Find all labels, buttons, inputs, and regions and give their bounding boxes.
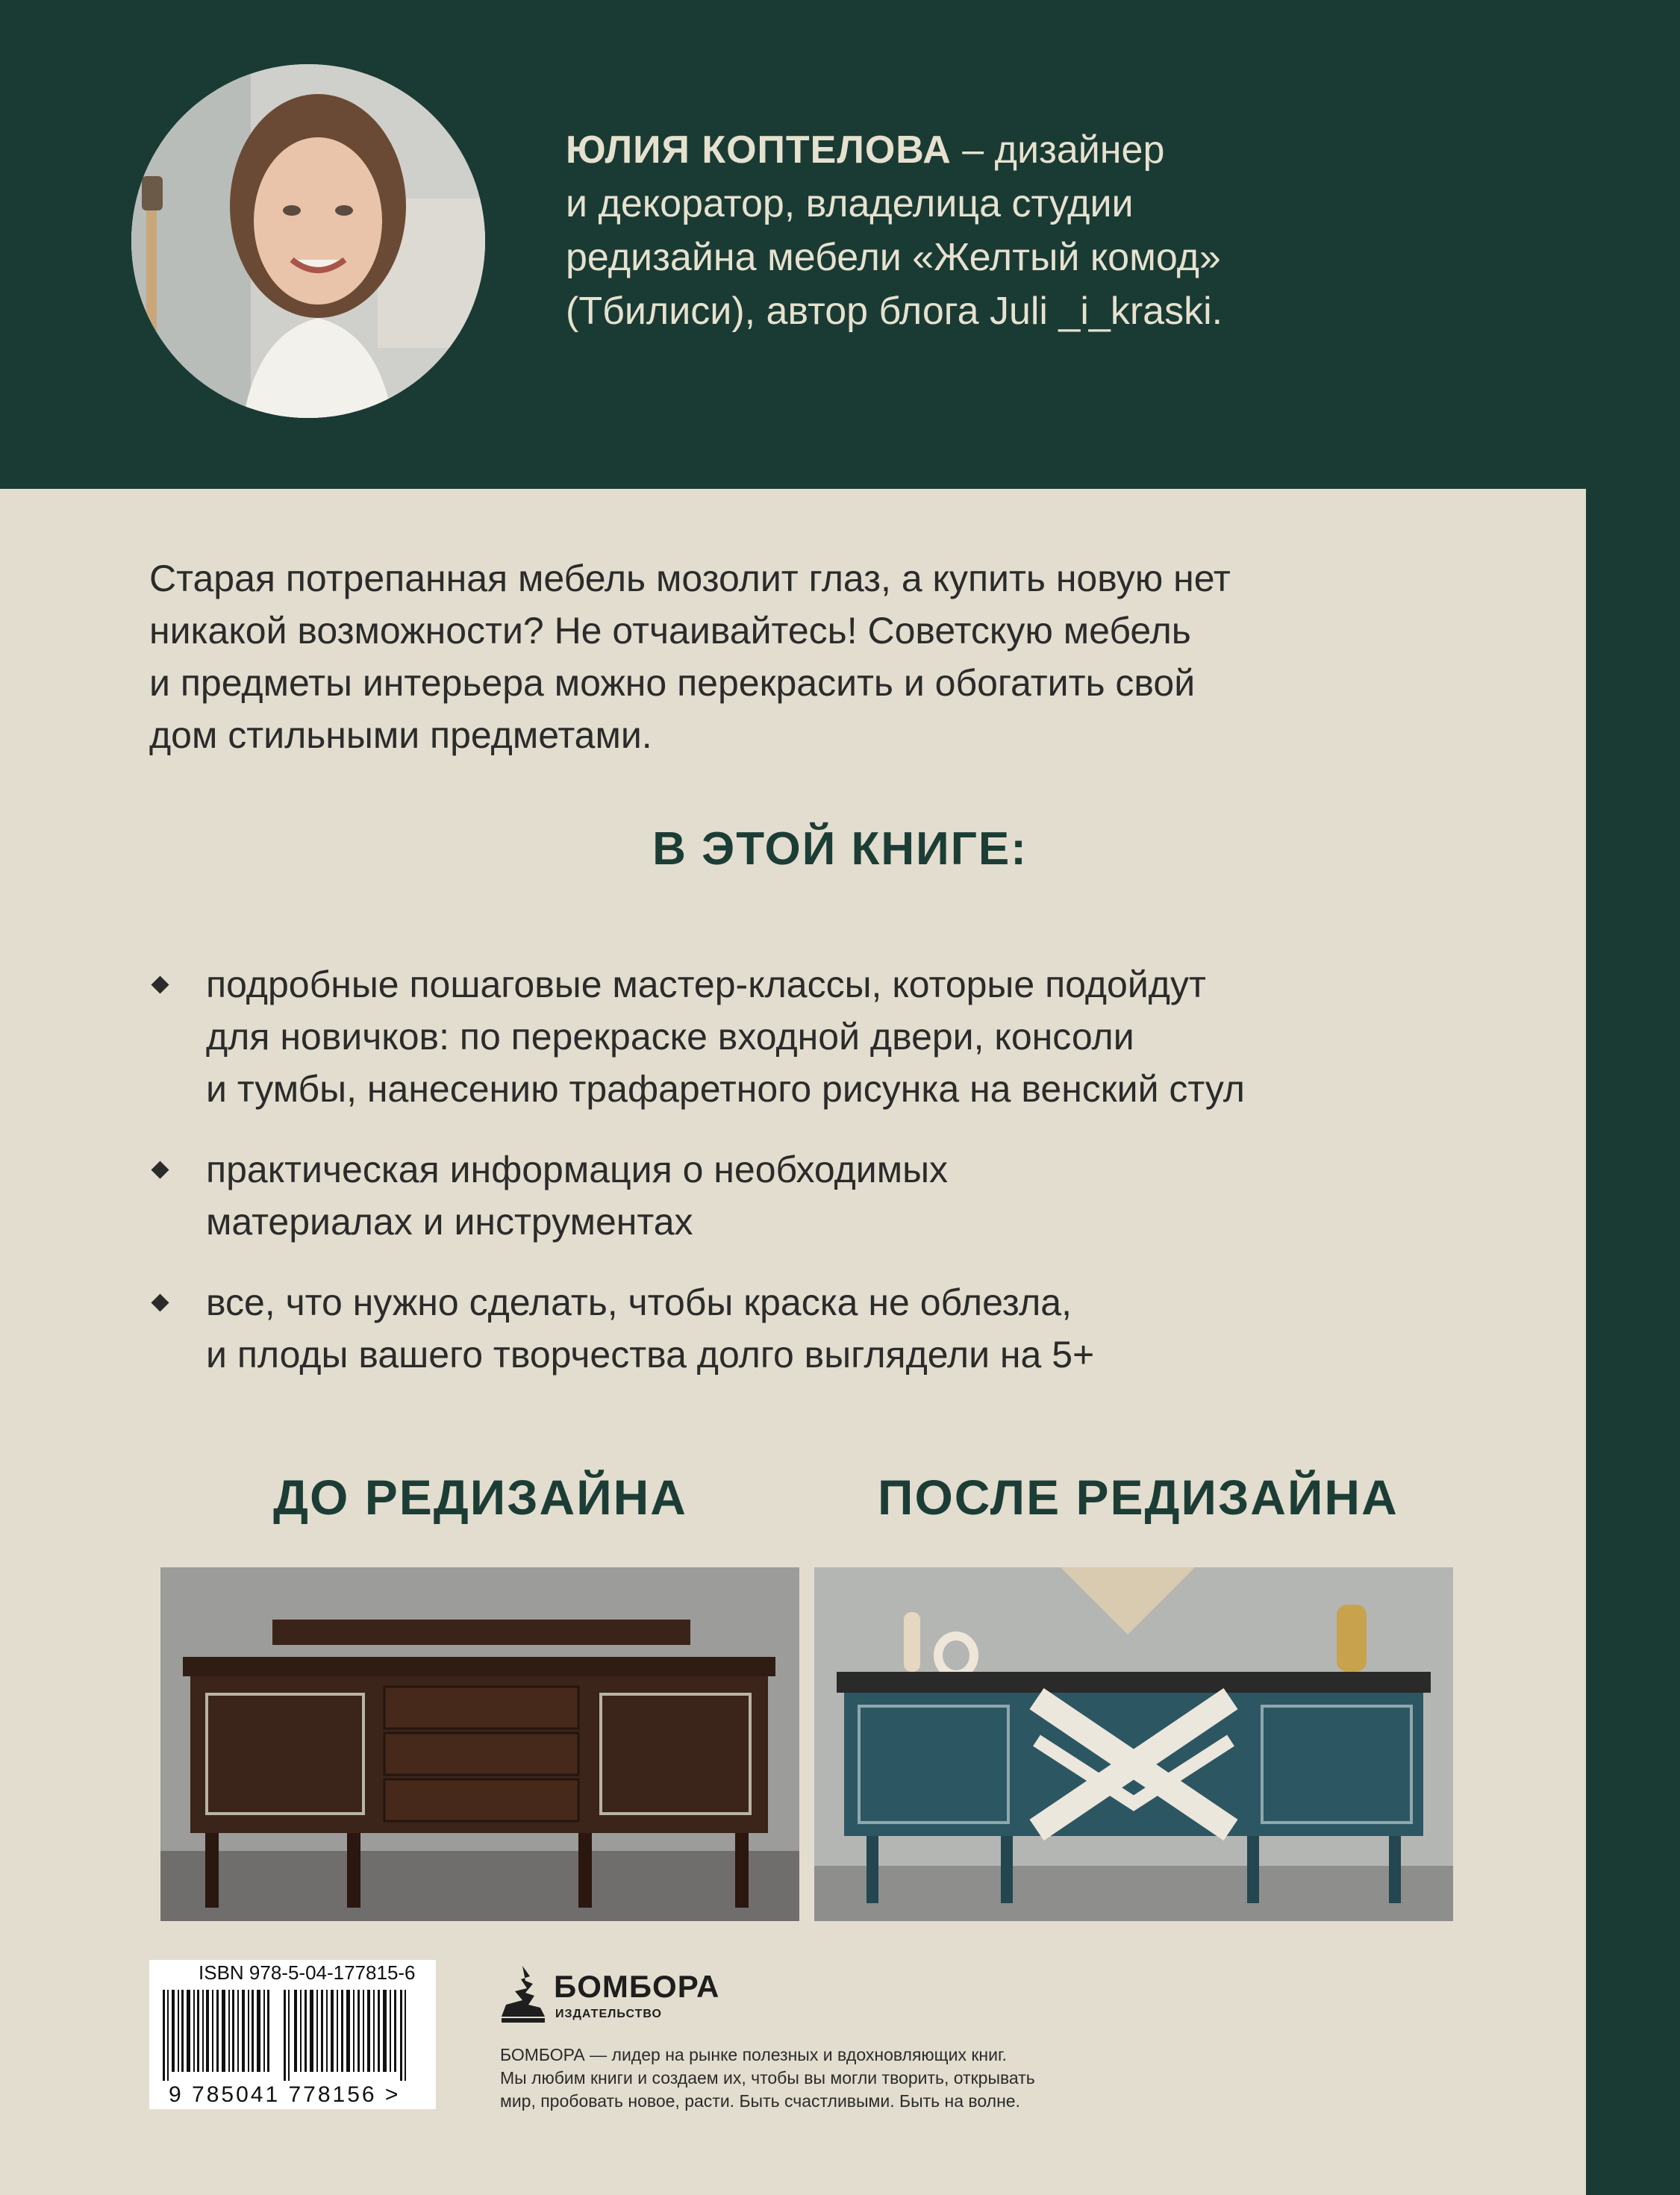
author-bio: [566, 123, 1357, 338]
publisher-name: БОМБОРА: [554, 1969, 720, 2004]
publisher-line: БОМБОРА — лидер на рынке полезных и вдохновляющих книг.: [500, 2045, 1007, 2064]
bio-line-4: (Тбилиси), автор блога Juli _i_kraski.: [566, 290, 1223, 333]
diamond-bullet-icon: [151, 1293, 169, 1311]
barcode-bars: [157, 1990, 425, 2081]
feature-list: [149, 958, 1463, 1409]
author-photo: [131, 64, 485, 418]
barcode: [149, 1960, 436, 2109]
publisher-subtitle: ИЗДАТЕЛЬСТВО: [555, 2008, 662, 2020]
publisher-logo: [500, 1964, 799, 2032]
before-photo: [160, 1567, 799, 1921]
list-item-line: материалах и инструментах: [206, 1201, 693, 1243]
list-item-line: подробные пошаговые мастер-классы, которые подойдут: [206, 964, 1206, 1005]
before-label: ДО РЕДИЗАЙНА: [273, 1470, 687, 1525]
intro-line: никакой возможности? Не отчаивайтесь! Советскую мебель: [149, 610, 1191, 652]
publisher-line: мир, пробовать новое, расти. Быть счастливыми. Быть на волне.: [500, 2091, 1020, 2111]
publisher-description: [500, 2043, 1112, 2113]
list-item-line: и плоды вашего творчества долго выглядели на 5+: [206, 1334, 1095, 1376]
bio-line-1: [566, 123, 1357, 177]
bio-line-2: и декоратор, владелица студии: [566, 182, 1134, 225]
intro-line: Старая потрепанная мебель мозолит глаз, а купить новую нет: [149, 558, 1231, 599]
diamond-bullet-icon: [151, 975, 169, 993]
intro-line: и предметы интерьера можно перекрасить и обогатить свой: [149, 662, 1196, 704]
list-item-line: и тумбы, нанесению трафаретного рисунка на венский стул: [206, 1068, 1245, 1110]
barcode-number: 9 785041 778156 >: [169, 2082, 401, 2107]
author-name: ЮЛИЯ КОПТЕЛОВА: [566, 128, 952, 172]
intro-paragraph: [149, 552, 1433, 761]
intro-line: дом стильными предметами.: [149, 714, 652, 756]
list-item: [149, 958, 1463, 1115]
after-photo: [814, 1567, 1453, 1921]
list-item-line: для новичков: по перекраске входной двери, консоли: [206, 1016, 1134, 1058]
bio-line-3: редизайна мебели «Желтый комод»: [566, 236, 1221, 279]
list-item-line: все, что нужно сделать, чтобы краска не облезла,: [206, 1281, 1072, 1323]
diamond-bullet-icon: [151, 1161, 169, 1178]
bombora-logo-icon: [500, 1964, 546, 2024]
list-item-line: практическая информация о необходимых: [206, 1149, 949, 1190]
isbn-text: ISBN 978-5-04-177815-6: [199, 1961, 416, 1984]
publisher-line: Мы любим книги и создаем их, чтобы вы могли творить, открывать: [500, 2068, 1035, 2088]
list-item: [149, 1143, 1463, 1248]
bio-text: – дизайнер: [951, 128, 1165, 172]
section-title: В ЭТОЙ КНИГЕ:: [652, 823, 1028, 875]
after-label: ПОСЛЕ РЕДИЗАЙНА: [878, 1470, 1399, 1525]
list-item: [149, 1276, 1463, 1381]
right-edge-strip: [1586, 489, 1680, 2195]
